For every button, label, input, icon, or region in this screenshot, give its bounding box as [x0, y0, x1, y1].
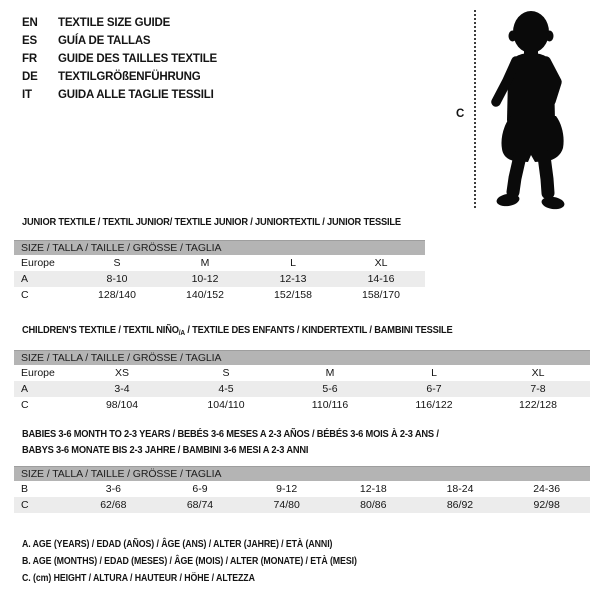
cell: XL	[531, 367, 545, 379]
language-code: EN	[22, 17, 38, 29]
table-row	[14, 271, 425, 287]
cell: 5-6	[322, 383, 338, 395]
size-header-bar: SIZE / TALLA / TAILLE / GRÖSSE / TAGLIA	[14, 240, 425, 255]
height-measure-line	[474, 10, 476, 208]
section-title	[22, 427, 550, 459]
table-row	[14, 397, 590, 413]
cell: 104/110	[207, 399, 245, 411]
table-row	[14, 287, 425, 303]
language-label: GUIDE DES TAILLES TEXTILE	[58, 53, 217, 65]
table-row	[14, 365, 590, 381]
row-label: Europe	[21, 257, 55, 269]
row-label: A	[21, 273, 29, 285]
row-label: A	[21, 383, 29, 395]
language-row-fr	[22, 50, 217, 68]
note-age-years: A. AGE (YEARS) / EDAD (AÑOS) / ÂGE (ANS) / ALTER (JAHRE) / ETÀ (ANNI)	[22, 539, 333, 550]
language-row-en	[22, 14, 217, 32]
cell: XS	[114, 367, 129, 379]
note-age-months: B. AGE (MONTHS) / EDAD (MESES) / ÂGE (MOIS) / ALTER (MONATE) / ETÀ (MESI)	[22, 556, 357, 567]
cell: 9-12	[276, 483, 298, 495]
babies-textile-section	[14, 427, 590, 513]
language-code: FR	[22, 53, 37, 65]
language-label: TEXTILGRÖßENFÜHRUNG	[58, 71, 201, 83]
section-title: JUNIOR TEXTILE / TEXTIL JUNIOR/ TEXTILE JUNIOR / JUNIORTEXTIL / JUNIOR TESSILE	[22, 217, 401, 228]
cell: 6-9	[192, 483, 208, 495]
cell: 128/140	[98, 289, 136, 301]
cell: 12-13	[279, 273, 307, 285]
row-label: C	[21, 289, 29, 301]
cell: 3-6	[105, 483, 121, 495]
row-label: C	[21, 499, 29, 511]
title-part: / TEXTILE DES ENFANTS / KINDERTEXTIL / BAMBINI TESSILE	[184, 325, 453, 336]
language-label: GUÍA DE TALLAS	[58, 35, 151, 47]
cell: 18-24	[446, 483, 474, 495]
cell: 86/92	[446, 499, 474, 511]
cell: 4-5	[218, 383, 234, 395]
language-row-es	[22, 32, 217, 50]
cell: 10-12	[191, 273, 219, 285]
cell: S	[113, 257, 121, 269]
junior-textile-section	[14, 217, 425, 303]
cell: 122/128	[519, 399, 557, 411]
cell: L	[431, 367, 437, 379]
legend-notes	[22, 536, 402, 587]
cell: 110/116	[311, 399, 349, 411]
cell: M	[325, 367, 335, 379]
size-header-bar: SIZE / TALLA / TAILLE / GRÖSSE / TAGLIA	[14, 350, 590, 365]
cell: L	[290, 257, 296, 269]
cell: XL	[374, 257, 388, 269]
row-label: Europe	[21, 367, 55, 379]
note-height-cm: C. (cm) HEIGHT / ALTURA / HAUTEUR / HÖHE / ALTEZZA	[22, 573, 255, 584]
language-code: DE	[22, 71, 38, 83]
table-row	[14, 255, 425, 271]
cell: 68/74	[186, 499, 214, 511]
cell: 116/122	[415, 399, 453, 411]
height-measure-label: C	[456, 108, 465, 120]
row-label: C	[21, 399, 29, 411]
title-subscript: /A	[178, 330, 185, 337]
title-line: BABIES 3-6 MONTH TO 2-3 YEARS / BEBÉS 3-6 MESES A 2-3 AÑOS / BÉBÉS 3-6 MOIS À 2-3 ANS /	[22, 429, 439, 440]
table-row	[14, 497, 590, 513]
title-part: CHILDREN'S TEXTILE / TEXTIL NIÑO	[22, 325, 179, 336]
title-line: BABYS 3-6 MONATE BIS 2-3 JAHRE / BAMBINI 3-6 MESI A 2-3 ANNI	[22, 445, 309, 456]
cell: 6-7	[426, 383, 442, 395]
cell: 92/98	[533, 499, 560, 511]
table-row	[14, 381, 590, 397]
cell: 8-10	[106, 273, 128, 285]
language-label: GUIDA ALLE TAGLIE TESSILI	[58, 89, 214, 101]
cell: 12-18	[359, 483, 387, 495]
cell: 98/104	[105, 399, 139, 411]
cell: 24-36	[533, 483, 561, 495]
section-title	[22, 325, 550, 340]
cell: M	[200, 257, 210, 269]
baby-figure-block	[450, 8, 585, 213]
row-label: B	[21, 483, 29, 495]
cell: 7-8	[530, 383, 546, 395]
cell: 158/170	[362, 289, 400, 301]
language-row-de	[22, 68, 217, 86]
language-code: ES	[22, 35, 37, 47]
baby-silhouette-icon	[484, 8, 579, 210]
cell: 3-4	[114, 383, 130, 395]
language-code: IT	[22, 89, 32, 101]
cell: 62/68	[100, 499, 127, 511]
language-row-it	[22, 86, 217, 104]
language-header	[22, 14, 217, 104]
size-header-bar: SIZE / TALLA / TAILLE / GRÖSSE / TAGLIA	[14, 466, 590, 481]
cell: S	[222, 367, 230, 379]
cell: 140/152	[186, 289, 224, 301]
cell: 152/158	[274, 289, 312, 301]
cell: 14-16	[367, 273, 395, 285]
childrens-textile-section	[14, 325, 590, 413]
cell: 74/80	[273, 499, 300, 511]
language-label: TEXTILE SIZE GUIDE	[58, 17, 171, 29]
cell: 80/86	[360, 499, 387, 511]
table-row	[14, 481, 590, 497]
